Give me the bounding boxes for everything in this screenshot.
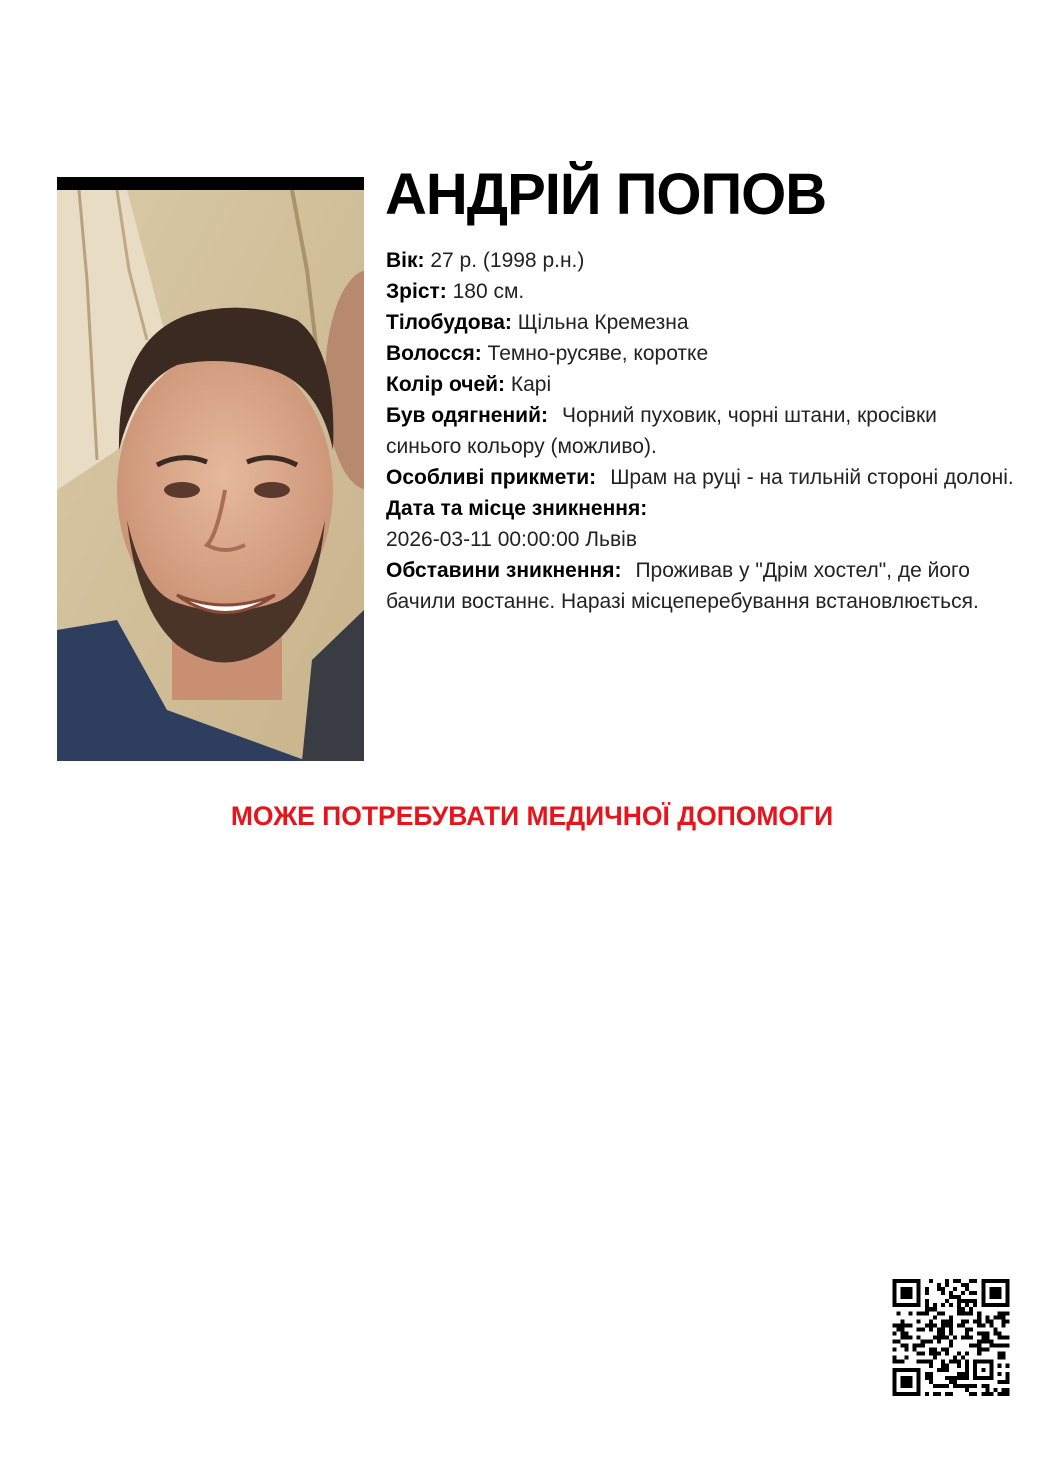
person-name: АНДРІЙ ПОПОВ	[385, 162, 827, 227]
person-photo	[57, 190, 364, 761]
marks-row	[386, 462, 1016, 493]
clothes-row	[386, 400, 1016, 462]
build-row	[386, 307, 1016, 338]
age-value: 27 р. (1998 р.н.)	[430, 249, 585, 272]
height-label: Зріст:	[386, 280, 447, 303]
eyes-value: Карі	[510, 373, 552, 396]
date-value: 2026-03-11 00:00:00 Львів	[386, 528, 637, 551]
photo-top-bar	[57, 177, 364, 190]
age-row	[386, 245, 1016, 276]
date-value-row	[386, 524, 1016, 555]
date-label: Дата та місце зникнення:	[386, 497, 648, 520]
qr-code-icon[interactable]	[892, 1279, 1010, 1396]
marks-value: Шрам на руці - на тильній стороні долоні.	[610, 466, 1014, 489]
build-label: Тілобудова:	[386, 311, 512, 334]
eyes-row	[386, 369, 1016, 400]
clothes-label: Був одягнений:	[386, 404, 548, 427]
age-label: Вік:	[386, 249, 425, 272]
height-value: 180 см.	[452, 280, 525, 303]
person-details	[386, 245, 1016, 617]
circumstances-row	[386, 555, 1016, 617]
hair-row	[386, 338, 1016, 369]
clothes-value: Чорний пуховик, чорні штани, кросівки синього кольору (можливо).	[386, 404, 937, 458]
hair-label: Волосся:	[386, 342, 482, 365]
build-value: Щільна Кремезна	[517, 311, 689, 334]
date-row	[386, 493, 1016, 524]
circumstances-label: Обставини зникнення:	[386, 559, 622, 582]
circumstances-value: Проживав у "Дрім хостел", де його бачили востаннє. Наразі місцеперебування встановлюється.	[386, 559, 979, 613]
marks-label: Особливі прикмети:	[386, 466, 597, 489]
hair-value: Темно-русяве, коротке	[487, 342, 709, 365]
eyes-label: Колір очей:	[386, 373, 506, 396]
height-row	[386, 276, 1016, 307]
medical-alert: МОЖЕ ПОТРЕБУВАТИ МЕДИЧНОЇ ДОПОМОГИ	[230, 801, 834, 831]
